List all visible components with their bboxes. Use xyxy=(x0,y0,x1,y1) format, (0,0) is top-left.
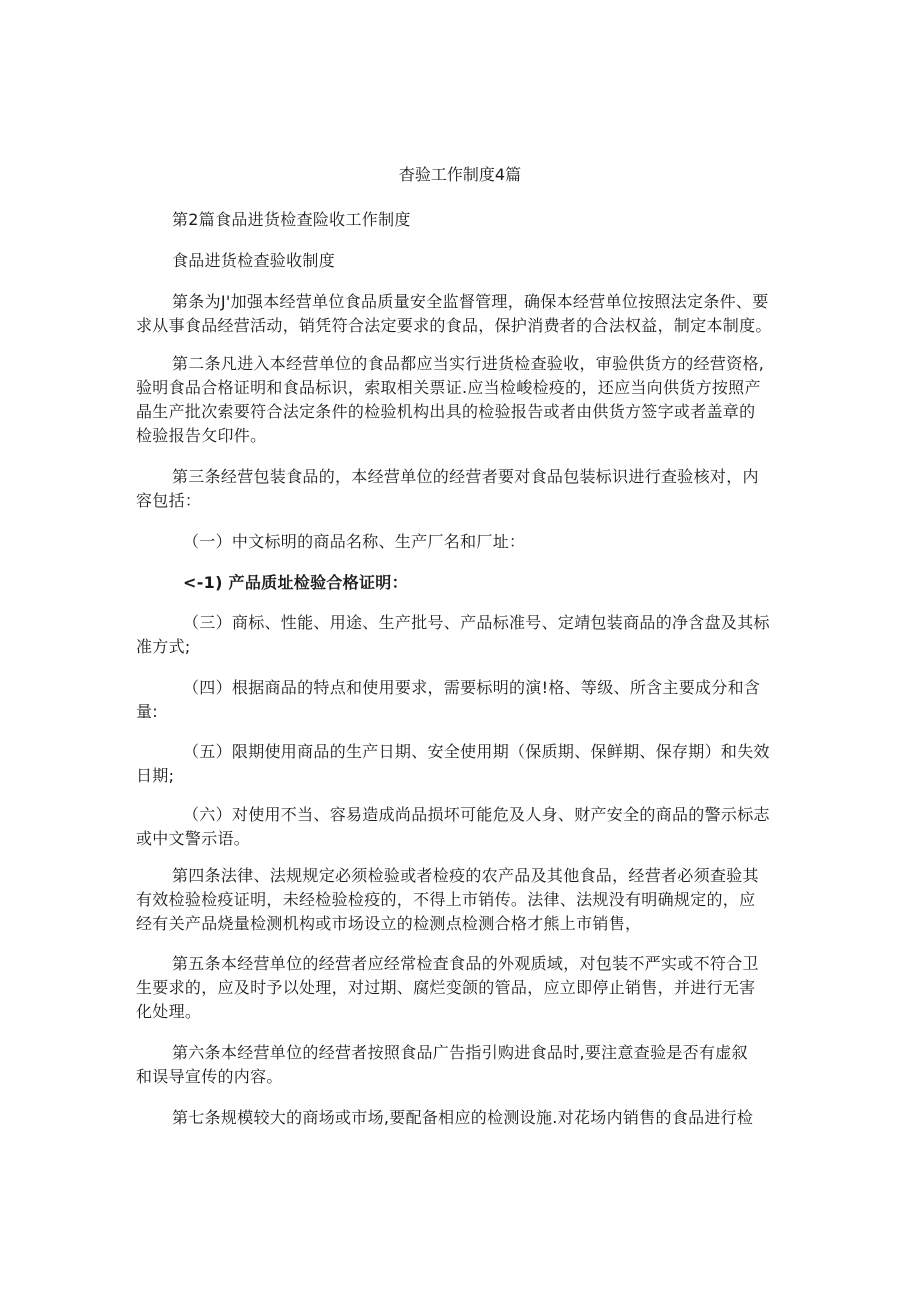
paragraph-line: 第五条本经营单位的经营者应经常检査食品的外观质域，对包装不严实或不符合卫 xyxy=(172,954,759,973)
paragraph-line: 或中文警示语。 xyxy=(136,829,251,848)
document-title: 杳验工作制度4篇 xyxy=(398,165,522,184)
paragraph-line: 第六条本经营单位的经营者按照食品广告指引购进食品时,要注意查验是否有虚叙 xyxy=(172,1043,748,1062)
paragraph-line: 第三条经营包装食品的，本经营单位的经营者要对食品包装标识进行查验核对，内 xyxy=(172,467,759,486)
paragraph-line: 经有关产品烧量检测机构或市场设立的检测点检测合格才熊上市销售， xyxy=(136,914,642,933)
paragraph-line: 容包括： xyxy=(136,491,202,510)
paragraph-line: 第条为J'加强本经营单位食品质量安全监督管理，确保本经营单位按照法定条件、要 xyxy=(172,292,769,311)
paragraph-line: 第二条凡进入本经营单位的食品都应当实行进货检查验收，审验供货方的经营资格, xyxy=(172,354,765,373)
paragraph-line: 生要求的，应及时予以处理，对过期、腐烂变颌的管品，应立即停止销售，并进行无害 xyxy=(136,978,756,997)
paragraph-line: 量: xyxy=(136,702,158,721)
section-heading: 食品进货检查验收制度 xyxy=(172,251,336,270)
paragraph-line: 第四条法律、法规规定必须检验或者检疫的农产品及其他食品，经营者必须查验其 xyxy=(172,866,759,885)
paragraph-line: 有效检验检疫证明，未经检验检疫的，不得上市销传。法律、法规没有明确规定的，应 xyxy=(136,890,756,909)
paragraph-line: 验明食品合格证明和食品标识，索取相关票证.应当检峻检疫的，还应当向供货方按照产 xyxy=(136,378,761,397)
paragraph-line: 化处理。 xyxy=(136,1002,202,1021)
paragraph-line: 检验报告攵印件。 xyxy=(136,426,267,445)
paragraph-line: 和误导宣传的内容。 xyxy=(136,1067,283,1086)
document-subtitle: 第2篇食品进货检查险收工作制度 xyxy=(172,210,411,229)
paragraph-line: 晶生产批次索要符合法定条件的检验机构出具的检验报告或者由供货方签字或者盖章的 xyxy=(136,402,756,421)
paragraph-line: <-1) 产品质址检验合格证明： xyxy=(183,573,408,592)
paragraph-line: 第七条规模较大的商场或市场,要配备相应的检测设施.对花场内销售的食品进行检 xyxy=(172,1108,754,1127)
paragraph-line: 求从事食品经营活动，销凭符合法定要求的食品，保护消费者的合法权益，制定本制度。 xyxy=(136,316,772,335)
paragraph-line: （三）商标、性能、用途、生产批号、产品标准号、定靖包装商品的净含盘及其标 xyxy=(183,613,770,632)
paragraph-line: （一）中文标明的商品名称、生产厂名和厂址： xyxy=(183,532,526,551)
paragraph-line: （四）根据商品的特点和使用要求，需要标明的演!格、等级、所含主要成分和含 xyxy=(183,678,761,697)
paragraph-line: 日期; xyxy=(136,766,175,785)
paragraph-line: （六）对使用不当、容易造成尚品损坏可能危及人身、财产安全的商品的警示标志 xyxy=(183,805,770,824)
paragraph-line: （五）限期使用商品的生产日期、安全使用期（保质期、保鲜期、保存期）和失效 xyxy=(183,742,770,761)
paragraph-line: 准方式; xyxy=(136,637,191,656)
